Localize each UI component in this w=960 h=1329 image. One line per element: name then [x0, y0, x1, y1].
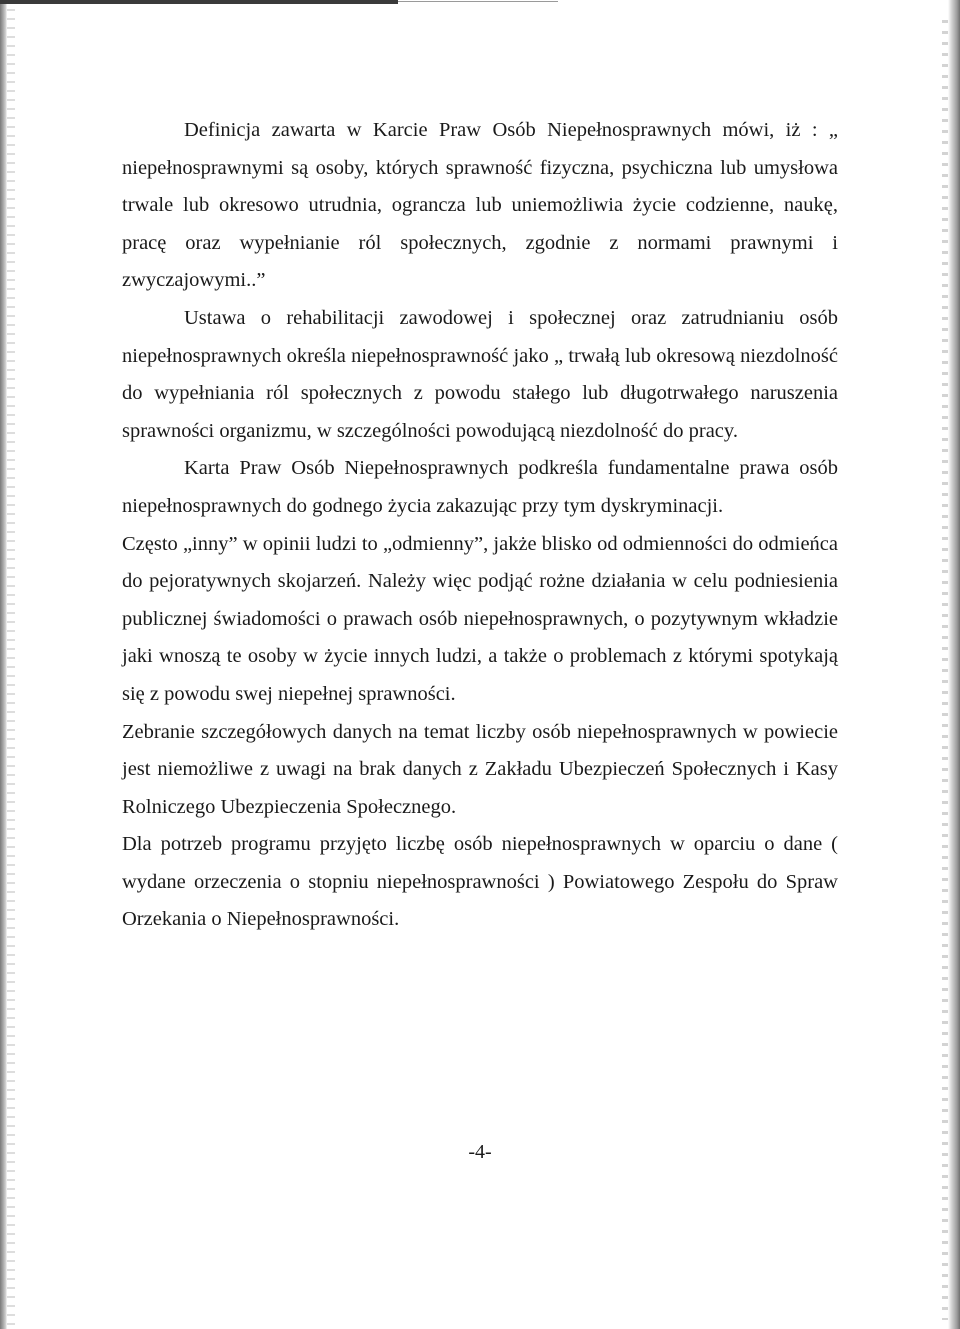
paragraph-charter: Karta Praw Osób Niepełnosprawnych podkreśla fundamentalne prawa osób niepełnosprawnych do godnego życia zakazując przy tym dyskryminacji.	[122, 457, 838, 517]
paragraph-data-collection: Zebranie szczegółowych danych na temat liczby osób niepełnosprawnych w powiecie jest niemożliwe z uwagi na brak danych z Zakładu Ubezpieczeń Społecznych i Kasy Rolniczego Ubezpieczenia Społecznego.	[122, 720, 838, 818]
paragraph-awareness: Często „inny” w opinii ludzi to „odmienny”, jakże blisko od odmienności do odmieńca do pejoratywnych skojarzeń. Należy więc podjąć rożne działania w celu podniesienia publicznej świadomości o prawach osób niepełnosprawnych, o pozytywnym wkładzie jaki wnoszą te osoby w życie innych ludzi, a także o problemach z którymi spotykają się z powodu swej niepełnej sprawności.	[122, 532, 838, 705]
scan-edge-left-noise	[7, 0, 15, 1329]
scan-edge-left	[0, 0, 7, 1329]
scan-edge-top	[0, 0, 398, 4]
scan-edge-right-noise	[942, 20, 948, 1320]
page-number: -4-	[468, 1141, 492, 1163]
scan-edge-top-line	[398, 1, 558, 2]
paragraph-definition: Definicja zawarta w Karcie Praw Osób Niepełnosprawnych mówi, iż : „ niepełnosprawnymi są osoby, których sprawność fizyczna, psychiczna lub umysłowa trwale lub okresowo utrudnia, ograncza lub uniemożliwia życie codzienne, naukę, pracę oraz wypełnianie ról społecznych, zgodnie z normami prawnymi i zwyczajowymi..”	[122, 119, 838, 292]
scan-edge-right	[948, 0, 960, 1329]
paragraph-act: Ustawa o rehabilitacji zawodowej i społecznej oraz zatrudnianiu osób niepełnosprawnych określa niepełnosprawność jako „ trwałą lub okresową niezdolność do wypełniania ról społecznych z powodu stałego lub długotrwałego naruszenia sprawności organizmu, w szczególności powodującą niezdolność do pracy.	[122, 306, 838, 442]
paragraph-program-basis: Dla potrzeb programu przyjęto liczbę osób niepełnosprawnych w oparciu o dane ( wydane orzeczenia o stopniu niepełnosprawności ) Powiatowego Zespołu do Spraw Orzekania o Niepełnosprawności.	[122, 833, 838, 931]
body-text	[122, 112, 838, 939]
